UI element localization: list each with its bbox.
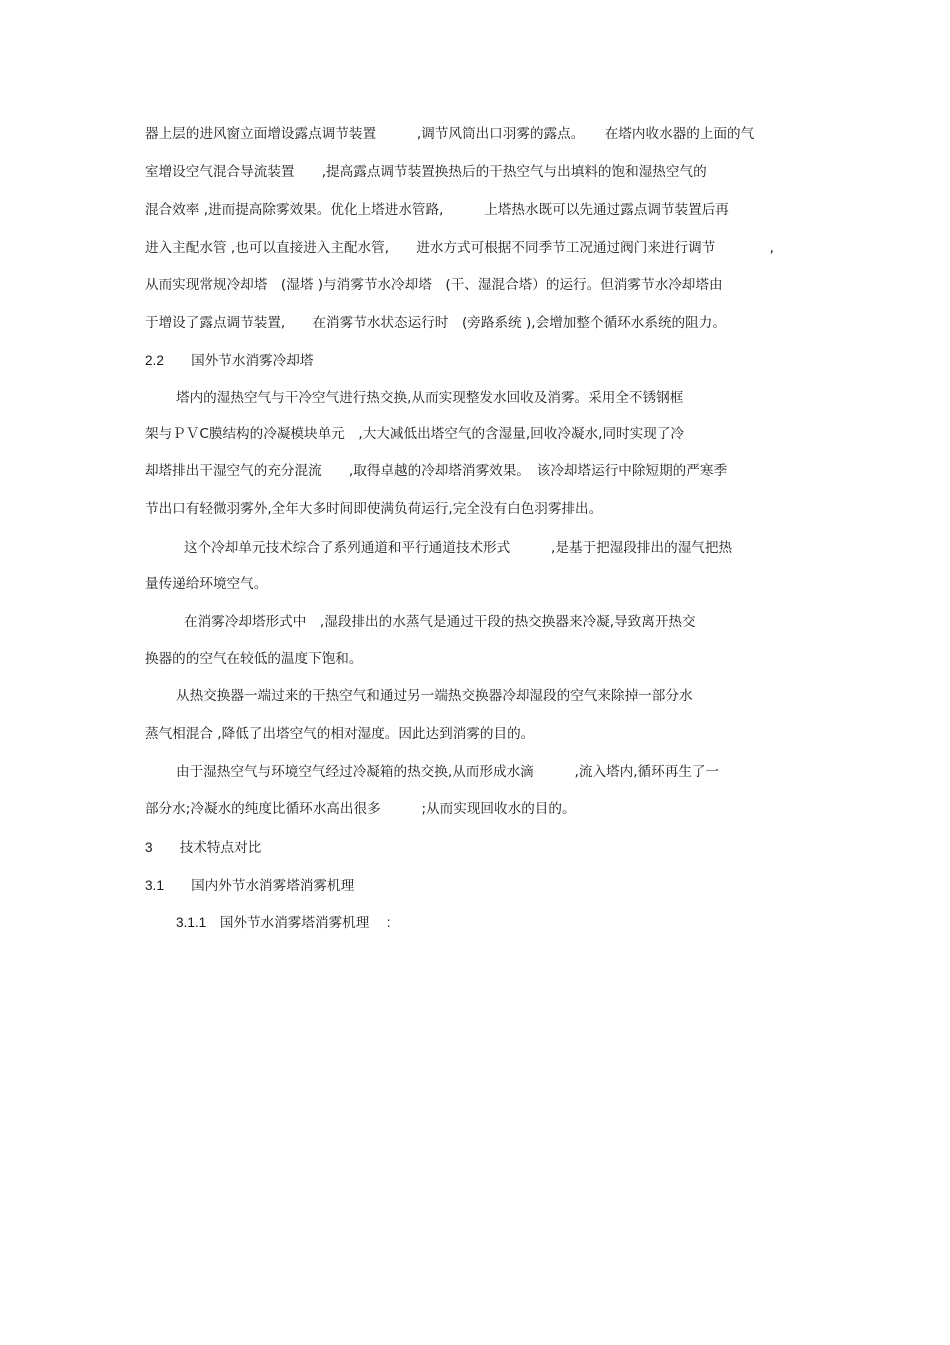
section-heading-3: 3 技术特点对比 [145,840,262,855]
paragraph-line-14: 换器的的空气在较低的温度下饱和。 [145,651,363,667]
paragraph-line-5: 从而实现常规冷却塔 (湿塔 )与消雾节水冷却塔 (干、湿混合塔）的运行。但消雾节水冷却塔由 [145,277,723,293]
section-heading-3-1: 3.1 国内外节水消雾塔消雾机理 [145,878,355,893]
paragraph-line-11: 这个冷却单元技术综合了系列通道和平行通道技术形式 ,是基于把湿段排出的湿气把热 [184,540,733,556]
paragraph-line-10: 节出口有轻微羽雾外,全年大多时间即使满负荷运行,完全没有白色羽雾排出。 [145,501,603,517]
paragraph-line-9: 却塔排出干湿空气的充分混流 ,取得卓越的冷却塔消雾效果。 该冷却塔运行中除短期的严寒季 [145,463,728,479]
paragraph-line-17: 由于湿热空气与环境空气经过冷凝箱的热交换,从而形成水滴 ,流入塔内,循环再生了一 [176,764,720,780]
section-heading-2-2: 2.2 国外节水消雾冷却塔 [145,353,314,368]
paragraph-line-13: 在消雾冷却塔形式中 ,湿段排出的水蒸气是通过干段的热交换器来冷凝,导致离开热交 [184,614,696,630]
section-heading-3-1-1: 3.1.1 国外节水消雾塔消雾机理 : [176,915,391,930]
paragraph-line-16: 蒸气相混合 ,降低了出塔空气的相对湿度。因此达到消雾的目的。 [145,726,535,742]
paragraph-line-12: 量传递给环境空气。 [145,576,268,592]
paragraph-line-6: 于增设了露点调节装置, 在消雾节水状态运行时 (旁路系统 ),会增加整个循环水系统的阻力。 [145,315,726,331]
paragraph-line-3: 混合效率 ,进而提高除雾效果。优化上塔进水管路, 上塔热水既可以先通过露点调节装置后再 [145,202,729,218]
paragraph-line-15: 从热交换器一端过来的干热空气和通过另一端热交换器冷却湿段的空气来除掉一部分水 [176,688,693,704]
paragraph-line-8: 架与ＰＶC膜结构的冷凝模块单元 ,大大减低出塔空气的含湿量,回收冷凝水,同时实现了冷 [145,426,685,442]
paragraph-line-2: 室增设空气混合导流装置 ,提高露点调节装置换热后的干热空气与出填料的饱和湿热空气的 [145,164,707,180]
paragraph-line-18: 部分水;冷凝水的纯度比循环水高出很多 ;从而实现回收水的目的。 [145,801,576,817]
paragraph-line-7: 塔内的湿热空气与干冷空气进行热交换,从而实现整发水回收及消雾。采用全不锈钢框 [176,390,684,406]
paragraph-line-4: 进入主配水管 ,也可以直接进入主配水管, 进水方式可根据不同季节工况通过阀门来进行调节 , [145,240,774,256]
paragraph-line-1: 器上层的进风窗立面增设露点调节装置 ,调节风筒出口羽雾的露点。 在塔内收水器的上面的气 [145,126,755,142]
